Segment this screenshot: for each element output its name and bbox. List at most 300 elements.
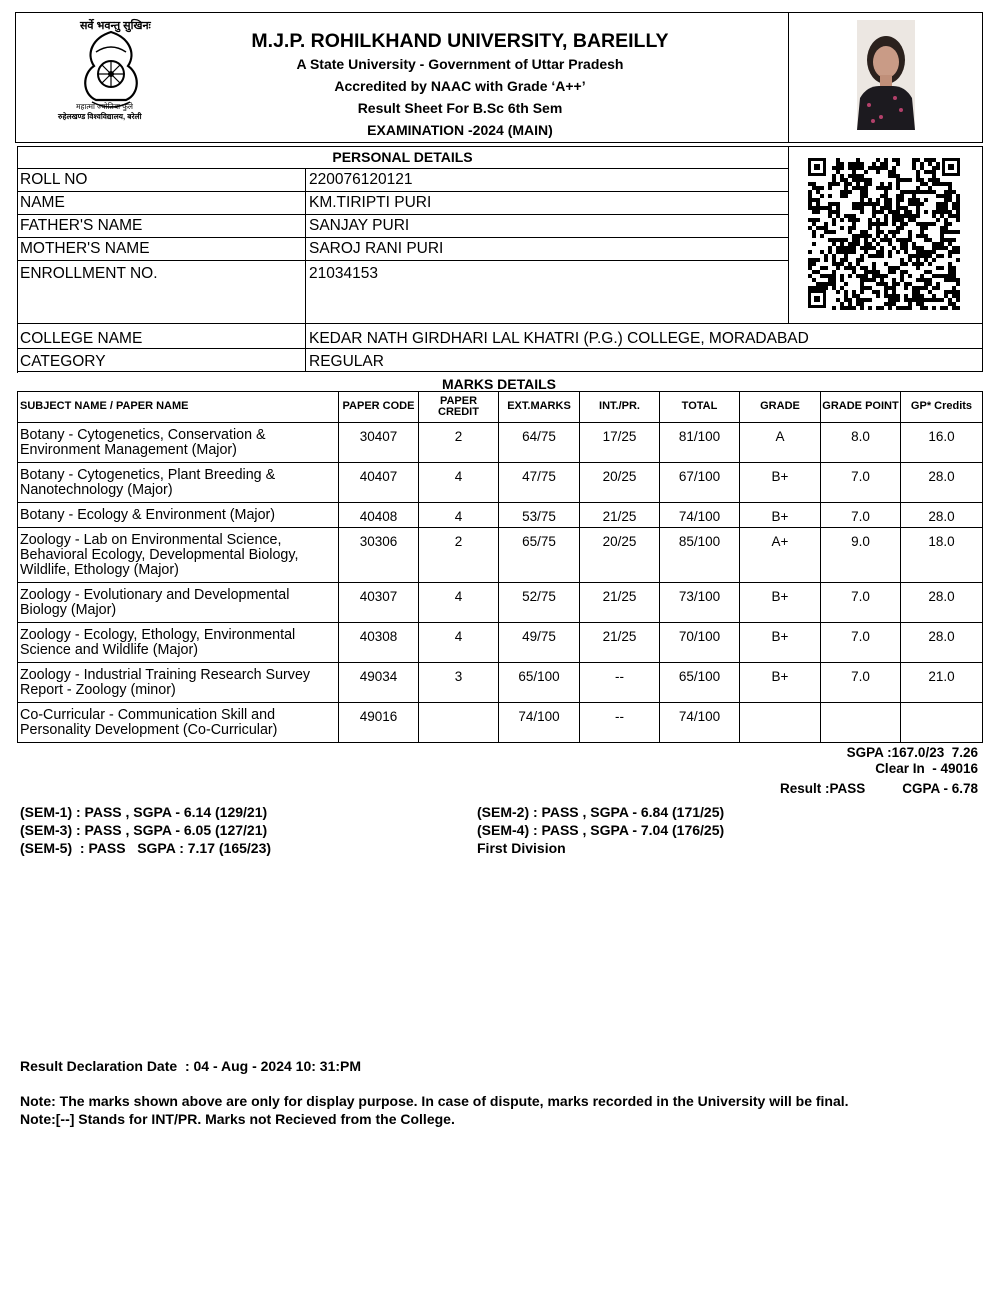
qr-module (828, 206, 832, 210)
result-status: Result :PASS (780, 781, 866, 796)
qr-module (916, 302, 920, 306)
qr-module (940, 242, 944, 246)
qr-module (916, 234, 920, 238)
qr-module (840, 246, 844, 250)
qr-module (908, 258, 912, 262)
qr-module (924, 210, 928, 214)
qr-module (844, 238, 848, 242)
qr-module (940, 254, 944, 258)
qr-module (848, 190, 852, 194)
qr-module (828, 202, 832, 206)
qr-module (820, 266, 824, 270)
marks-details-title: MARKS DETAILS (441, 376, 557, 392)
qr-module (844, 294, 848, 298)
qr-module (836, 250, 840, 254)
qr-module (884, 190, 888, 194)
qr-module (952, 302, 956, 306)
grade-point: 7.0 (821, 663, 901, 703)
qr-module (916, 258, 920, 262)
qr-module (900, 262, 904, 266)
qr-module (832, 222, 836, 226)
qr-module (860, 306, 864, 310)
qr-module (836, 290, 840, 294)
qr-module (936, 194, 940, 198)
qr-module (904, 206, 908, 210)
qr-module (864, 234, 868, 238)
qr-module (896, 178, 900, 182)
qr-module (884, 238, 888, 242)
qr-module (884, 262, 888, 266)
qr-module (856, 182, 860, 186)
qr-module (932, 178, 936, 182)
pd-line-2 (17, 191, 788, 192)
qr-module (896, 186, 900, 190)
col-subject: SUBJECT NAME / PAPER NAME (18, 392, 339, 423)
qr-module (836, 262, 840, 266)
col-paper-credit: PAPER CREDIT (419, 392, 499, 423)
pd-line-6 (17, 323, 983, 324)
qr-module (912, 214, 916, 218)
qr-module (856, 234, 860, 238)
qr-module (932, 158, 936, 162)
qr-module (812, 242, 816, 246)
qr-module (856, 298, 860, 302)
qr-module (948, 186, 952, 190)
qr-module (840, 226, 844, 230)
qr-module (844, 178, 848, 182)
qr-module (824, 258, 828, 262)
qr-module (920, 298, 924, 302)
col-grade-point: GRADE POINT (821, 392, 901, 423)
qr-module (844, 266, 848, 270)
qr-module (944, 198, 948, 202)
ext-marks: 65/75 (499, 528, 580, 583)
qr-module (848, 174, 852, 178)
qr-module (900, 222, 904, 226)
qr-module (924, 190, 928, 194)
ext-marks: 53/75 (499, 503, 580, 528)
qr-module (916, 202, 920, 206)
qr-module (892, 286, 896, 290)
qr-module (812, 186, 816, 190)
qr-module (880, 206, 884, 210)
qr-module (848, 306, 852, 310)
qr-module (828, 214, 832, 218)
qr-module (884, 198, 888, 202)
qr-module (924, 286, 928, 290)
qr-module (948, 250, 952, 254)
qr-module (840, 278, 844, 282)
qr-module (828, 278, 832, 282)
qr-module (892, 298, 896, 302)
qr-module (864, 246, 868, 250)
qr-module (852, 250, 856, 254)
qr-module (856, 174, 860, 178)
qr-module (920, 178, 924, 182)
qr-module (904, 306, 908, 310)
qr-module (896, 198, 900, 202)
qr-module (832, 178, 836, 182)
qr-module (932, 286, 936, 290)
qr-module (920, 190, 924, 194)
father-name-value: SANJAY PURI (309, 217, 410, 234)
qr-module (880, 222, 884, 226)
qr-module (904, 242, 908, 246)
qr-module (832, 202, 836, 206)
qr-module (820, 194, 824, 198)
qr-module (892, 294, 896, 298)
qr-module (936, 178, 940, 182)
qr-module (912, 298, 916, 302)
qr-module (868, 298, 872, 302)
qr-module (928, 290, 932, 294)
qr-module (852, 306, 856, 310)
table-row (18, 623, 983, 663)
qr-module (812, 222, 816, 226)
qr-module (956, 206, 960, 210)
qr-module (864, 202, 868, 206)
qr-module (876, 166, 880, 170)
qr-module (916, 170, 920, 174)
qr-module (884, 194, 888, 198)
qr-module (896, 226, 900, 230)
qr-module (920, 226, 924, 230)
pd-line-3 (17, 214, 788, 215)
qr-module (912, 166, 916, 170)
header-line-1: A State University - Government of Uttar Pradesh (296, 56, 624, 72)
qr-module (928, 238, 932, 242)
qr-module (904, 298, 908, 302)
total: 74/100 (660, 503, 740, 528)
qr-module (852, 226, 856, 230)
qr-module (924, 198, 928, 202)
qr-module (928, 190, 932, 194)
qr-module (840, 218, 844, 222)
qr-module (884, 274, 888, 278)
logo-bottom-text-2: रुहेलखण्ड विश्वविद्यालय, बरेली (58, 112, 142, 121)
header-line-3: Result Sheet For B.Sc 6th Sem (357, 100, 563, 116)
qr-module (864, 230, 868, 234)
qr-module (812, 182, 816, 186)
qr-module (808, 198, 812, 202)
qr-module (860, 190, 864, 194)
qr-module (896, 162, 900, 166)
qr-module (900, 274, 904, 278)
qr-module (944, 238, 948, 242)
qr-module (952, 290, 956, 294)
qr-module (876, 158, 880, 162)
qr-module (888, 266, 892, 270)
qr-module (884, 202, 888, 206)
qr-module (956, 282, 960, 286)
qr-module (916, 278, 920, 282)
qr-module (852, 162, 856, 166)
qr-module (944, 230, 948, 234)
qr-module (812, 230, 816, 234)
qr-module (920, 306, 924, 310)
qr-module (956, 278, 960, 282)
qr-module (824, 226, 828, 230)
qr-module (904, 286, 908, 290)
qr-module (908, 234, 912, 238)
qr-module (828, 194, 832, 198)
paper-code: 30306 (339, 528, 419, 583)
qr-module (888, 174, 892, 178)
qr-module (844, 254, 848, 258)
qr-module (924, 158, 928, 162)
qr-module (936, 254, 940, 258)
category-value: REGULAR (309, 353, 384, 370)
qr-module (904, 178, 908, 182)
qr-module (944, 194, 948, 198)
qr-module (832, 182, 836, 186)
qr-module (880, 238, 884, 242)
qr-module (936, 266, 940, 270)
qr-module (916, 290, 920, 294)
qr-module (936, 242, 940, 246)
qr-module (864, 266, 868, 270)
qr-module (916, 254, 920, 258)
table-row (18, 528, 983, 583)
qr-module (864, 298, 868, 302)
qr-module (924, 226, 928, 230)
qr-module (892, 266, 896, 270)
qr-module (820, 206, 824, 210)
qr-module (888, 306, 892, 310)
qr-module (944, 190, 948, 194)
pd-line-4 (17, 237, 788, 238)
qr-module (956, 294, 960, 298)
ext-marks: 64/75 (499, 423, 580, 463)
grade-point (821, 703, 901, 743)
total: 70/100 (660, 623, 740, 663)
qr-module (844, 250, 848, 254)
qr-module (932, 182, 936, 186)
qr-module (828, 282, 832, 286)
header-line-4: EXAMINATION -2024 (MAIN) (367, 122, 553, 138)
qr-module (888, 254, 892, 258)
qr-module (816, 258, 820, 262)
subject-name: Botany - Ecology & Environment (Major) (18, 503, 339, 528)
qr-module (892, 158, 896, 162)
qr-module (956, 246, 960, 250)
student-photo (857, 20, 915, 130)
qr-module (908, 274, 912, 278)
enrollment-no-label: ENROLLMENT NO. (20, 265, 158, 282)
table-row (18, 463, 983, 503)
qr-module (956, 218, 960, 222)
paper-credit: 4 (419, 583, 499, 623)
qr-module (896, 206, 900, 210)
qr-module (912, 202, 916, 206)
qr-module (852, 218, 856, 222)
qr-module (908, 306, 912, 310)
qr-module (920, 162, 924, 166)
qr-module (892, 230, 896, 234)
qr-module (948, 182, 952, 186)
qr-module (880, 162, 884, 166)
pd-line-1 (17, 168, 788, 169)
qr-module (912, 242, 916, 246)
sem-3-result: (SEM-3) : PASS , SGPA - 6.05 (127/21) (20, 822, 268, 838)
qr-module (880, 246, 884, 250)
qr-module (836, 246, 840, 250)
qr-module (852, 246, 856, 250)
grade: B+ (740, 583, 821, 623)
qr-module (920, 246, 924, 250)
qr-module (864, 250, 868, 254)
qr-module (860, 266, 864, 270)
qr-module (952, 230, 956, 234)
grade-point: 7.0 (821, 463, 901, 503)
qr-module (940, 246, 944, 250)
qr-module (860, 210, 864, 214)
qr-module (920, 278, 924, 282)
sem-4-result: (SEM-4) : PASS , SGPA - 7.04 (176/25) (477, 822, 725, 838)
qr-module (892, 278, 896, 282)
qr-module (916, 186, 920, 190)
paper-credit: 4 (419, 623, 499, 663)
qr-module (868, 178, 872, 182)
qr-module (856, 186, 860, 190)
qr-module (872, 278, 876, 282)
qr-module (860, 230, 864, 234)
qr-module (912, 190, 916, 194)
qr-module (920, 262, 924, 266)
paper-code: 40407 (339, 463, 419, 503)
qr-module (808, 218, 812, 222)
qr-module (816, 190, 820, 194)
table-row (18, 583, 983, 623)
qr-module (908, 218, 912, 222)
qr-module (816, 218, 820, 222)
qr-module (840, 178, 844, 182)
qr-module (920, 182, 924, 186)
qr-module (856, 258, 860, 262)
qr-module (940, 238, 944, 242)
qr-module (904, 214, 908, 218)
int-pr: 20/25 (580, 463, 660, 503)
qr-module (824, 230, 828, 234)
qr-module (940, 210, 944, 214)
qr-module (816, 270, 820, 274)
qr-module (940, 226, 944, 230)
total: 73/100 (660, 583, 740, 623)
qr-module (808, 250, 812, 254)
qr-module (924, 222, 928, 226)
qr-module (908, 210, 912, 214)
sem-1-result: (SEM-1) : PASS , SGPA - 6.14 (129/21) (20, 804, 268, 820)
qr-module (952, 274, 956, 278)
qr-module (936, 162, 940, 166)
qr-module (912, 246, 916, 250)
qr-module (888, 294, 892, 298)
qr-module (900, 214, 904, 218)
qr-module (916, 294, 920, 298)
qr-module (948, 266, 952, 270)
qr-module (940, 298, 944, 302)
qr-module (908, 202, 912, 206)
paper-code: 40308 (339, 623, 419, 663)
qr-module (848, 182, 852, 186)
qr-module (844, 186, 848, 190)
qr-module (916, 214, 920, 218)
qr-module (856, 202, 860, 206)
qr-module (808, 194, 812, 198)
grade-point: 8.0 (821, 423, 901, 463)
qr-module (916, 246, 920, 250)
personal-details-title: PERSONAL DETAILS (332, 149, 473, 165)
qr-module (888, 302, 892, 306)
subject-name: Co-Curricular - Communication Skill and Personality Development (Co-Curricular) (18, 703, 339, 743)
qr-module (900, 238, 904, 242)
qr-module (880, 254, 884, 258)
qr-module (944, 274, 948, 278)
qr-module (952, 286, 956, 290)
qr-module (912, 158, 916, 162)
paper-credit: 4 (419, 503, 499, 528)
qr-module (876, 250, 880, 254)
qr-module (888, 242, 892, 246)
qr-module (908, 214, 912, 218)
qr-module (848, 230, 852, 234)
qr-module (816, 198, 820, 202)
qr-module (876, 230, 880, 234)
qr-module (872, 246, 876, 250)
qr-module (872, 238, 876, 242)
qr-module (884, 222, 888, 226)
qr-finder-top-right (942, 158, 960, 176)
grade-point: 7.0 (821, 583, 901, 623)
col-paper-code: PAPER CODE (339, 392, 419, 423)
qr-module (860, 246, 864, 250)
qr-module (840, 262, 844, 266)
qr-module (896, 174, 900, 178)
qr-module (852, 170, 856, 174)
qr-module (808, 226, 812, 230)
qr-module (860, 282, 864, 286)
qr-module (916, 262, 920, 266)
qr-module (840, 166, 844, 170)
qr-module (856, 242, 860, 246)
qr-module (820, 186, 824, 190)
qr-module (864, 194, 868, 198)
qr-module (812, 258, 816, 262)
qr-module (828, 274, 832, 278)
university-logo (52, 16, 170, 126)
paper-credit (419, 703, 499, 743)
qr-module (808, 258, 812, 262)
paper-code: 40408 (339, 503, 419, 528)
qr-module (844, 194, 848, 198)
qr-module (852, 238, 856, 242)
qr-module (836, 162, 840, 166)
gp-credits: 28.0 (901, 623, 983, 663)
qr-module (928, 170, 932, 174)
qr-module (864, 274, 868, 278)
qr-code (806, 156, 962, 310)
qr-module (808, 190, 812, 194)
qr-module (824, 206, 828, 210)
qr-module (948, 222, 952, 226)
qr-module (856, 262, 860, 266)
qr-module (948, 210, 952, 214)
qr-module (876, 170, 880, 174)
qr-module (920, 274, 924, 278)
qr-module (808, 202, 812, 206)
qr-module (852, 294, 856, 298)
qr-module (812, 198, 816, 202)
